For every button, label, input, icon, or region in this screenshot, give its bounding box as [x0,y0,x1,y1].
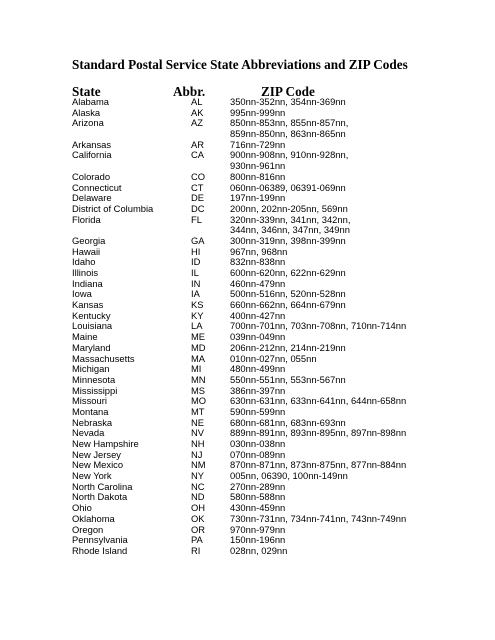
state-name-cell: District of Columbia [72,202,154,214]
state-abbreviation-cell: NE [191,416,205,428]
table-row [0,343,495,354]
zip-code-cell: 550nn-551nn, 553nn-567nn [230,373,346,385]
zip-code-cell: 070nn-089nn [230,448,286,460]
state-name-cell: North Dakota [72,491,128,503]
zip-code-cell: 300nn-319nn, 398nn-399nn [230,234,346,246]
state-abbreviation-cell: MS [191,384,206,396]
zip-code-cell: 900nn-908nn, 910nn-928nn, 930nn-961nn [230,149,349,172]
zip-code-cell: 870nn-871nn, 873nn-875nn, 877nn-884nn [230,459,407,471]
state-abbreviation-cell: CT [191,181,204,193]
zip-code-cell: 030nn-038nn [230,438,286,450]
state-name-cell: Maryland [72,341,111,353]
state-name-cell: Michigan [72,363,110,375]
state-abbreviation-cell: OR [191,523,206,535]
state-name-cell: Missouri [72,395,107,407]
state-abbreviation-cell: NV [191,427,205,439]
state-name-cell: Idaho [72,256,96,268]
zip-code-cell: 995nn-999nn [230,106,286,118]
state-name-cell: Illinois [72,267,99,279]
state-abbreviation-cell: RI [191,544,201,556]
state-name-cell: Maine [72,331,98,343]
state-name-cell: Oregon [72,523,104,535]
zip-code-cell: 005nn, 06390, 100nn-149nn [230,470,348,482]
state-name-cell: Arkansas [72,138,112,150]
state-abbreviation-cell: NJ [191,448,203,460]
state-table [0,97,495,557]
zip-code-cell: 200nn, 202nn-205nn, 569nn [230,202,348,214]
state-name-cell: Hawaii [72,245,101,257]
column-header-zip-code: ZIP Code [261,84,315,99]
zip-code-cell: 270nn-289nn [230,480,286,492]
state-abbreviation-cell: GA [191,234,205,246]
state-abbreviation-cell: DC [191,202,205,214]
state-name-cell: Massachusetts [72,352,135,364]
state-name-cell: New Mexico [72,459,124,471]
zip-code-cell: 680nn-681nn, 683nn-693nn [230,416,346,428]
state-name-cell: New Jersey [72,448,121,460]
state-abbreviation-cell: CO [191,170,206,182]
zip-code-cell: 630nn-631nn, 633nn-641nn, 644nn-658nn [230,395,407,407]
state-abbreviation-cell: MO [191,395,207,407]
zip-code-cell: 600nn-620nn, 622nn-629nn [230,267,346,279]
zip-code-cell: 580nn-588nn [230,491,286,503]
state-name-cell: Nevada [72,427,105,439]
zip-code-cell: 150nn-196nn [230,534,286,546]
state-abbreviation-cell: MI [191,363,202,375]
zip-code-cell: 350nn-352nn, 354nn-369nn [230,96,346,107]
state-abbreviation-cell: MT [191,405,205,417]
state-name-cell: Kentucky [72,309,111,321]
zip-code-cell: 850nn-853nn, 855nn-857nn, 859nn-850nn, 863nn-865nn [230,117,349,140]
state-abbreviation-cell: FL [191,213,202,225]
zip-code-cell: 590nn-599nn [230,405,286,417]
table-row [0,118,495,139]
zip-code-cell: 460nn-479nn [230,277,286,289]
zip-code-cell: 039nn-049nn [230,331,286,343]
state-abbreviation-cell: AL [191,96,203,107]
table-row [0,150,495,171]
zip-code-cell: 660nn-662nn, 664nn-679nn [230,299,346,311]
state-abbreviation-cell: PA [191,534,203,546]
state-abbreviation-cell: KS [191,299,204,311]
zip-code-cell: 430nn-459nn [230,502,286,514]
page-title: Standard Postal Service State Abbreviations and ZIP Codes [72,57,408,72]
state-name-cell: Alaska [72,106,101,118]
state-abbreviation-cell: ID [191,256,201,268]
state-abbreviation-cell: AK [191,106,204,118]
table-row [0,215,495,236]
state-name-cell: Nebraska [72,416,113,428]
state-abbreviation-cell: NY [191,470,205,482]
table-row [0,514,495,525]
zip-code-cell: 400nn-427nn [230,309,286,321]
state-abbreviation-cell: DE [191,192,205,204]
state-name-cell: Mississippi [72,384,118,396]
state-abbreviation-cell: HI [191,245,201,257]
zip-code-cell: 889nn-891nn, 893nn-895nn, 897nn-898nn [230,427,407,439]
state-abbreviation-cell: OH [191,502,206,514]
table-row [0,375,495,386]
state-name-cell: Delaware [72,192,112,204]
state-name-cell: Arizona [72,117,104,129]
zip-code-cell: 730nn-731nn, 734nn-741nn, 743nn-749nn [230,512,407,524]
state-name-cell: Louisiana [72,320,113,332]
state-abbreviation-cell: LA [191,320,203,332]
state-name-cell: Rhode Island [72,544,128,556]
state-name-cell: North Carolina [72,480,133,492]
zip-code-cell: 206nn-212nn, 214nn-219nn [230,341,346,353]
column-header-state: State [72,84,101,99]
state-abbreviation-cell: NH [191,438,205,450]
state-abbreviation-cell: ME [191,331,206,343]
state-name-cell: New Hampshire [72,438,139,450]
state-name-cell: Georgia [72,234,106,246]
zip-code-cell: 967nn, 968nn [230,245,288,257]
zip-code-cell: 028nn, 029nn [230,544,288,556]
state-name-cell: Pennsylvania [72,534,128,546]
state-name-cell: Iowa [72,288,92,300]
column-header-abbr: Abbr. [173,84,206,99]
state-name-cell: Montana [72,405,109,417]
state-name-cell: Kansas [72,299,104,311]
state-abbreviation-cell: OK [191,512,205,524]
state-name-cell: Oklahoma [72,512,115,524]
state-name-cell: New York [72,470,112,482]
state-name-cell: Alabama [72,96,110,107]
zip-code-cell: 197nn-199nn [230,192,286,204]
state-name-cell: Colorado [72,170,111,182]
zip-code-cell: 832nn-838nn [230,256,286,268]
zip-code-cell: 500nn-516nn, 520nn-528nn [230,288,346,300]
state-abbreviation-cell: IA [191,288,200,300]
state-abbreviation-cell: KY [191,309,204,321]
zip-code-cell: 480nn-499nn [230,363,286,375]
state-name-cell: Indiana [72,277,103,289]
state-abbreviation-cell: IL [191,267,199,279]
state-abbreviation-cell: NM [191,459,206,471]
state-abbreviation-cell: ND [191,491,205,503]
zip-code-cell: 386nn-397nn [230,384,286,396]
state-name-cell: Connecticut [72,181,122,193]
table-row [0,204,495,215]
table-row [0,172,495,183]
zip-code-cell: 060nn-06389, 06391-069nn [230,181,346,193]
state-abbreviation-cell: MD [191,341,206,353]
state-abbreviation-cell: MA [191,352,206,364]
table-row [0,546,495,557]
zip-code-cell: 716nn-729nn [230,138,286,150]
zip-code-cell: 320nn-339nn, 341nn, 342nn, 344nn, 346nn, 347nn, 349nn [230,213,351,236]
zip-code-cell: 800nn-816nn [230,170,286,182]
zip-code-cell: 700nn-701nn, 703nn-708nn, 710nn-714nn [230,320,407,332]
state-name-cell: Florida [72,213,101,225]
state-abbreviation-cell: IN [191,277,201,289]
state-abbreviation-cell: AR [191,138,205,150]
state-abbreviation-cell: AZ [191,117,203,129]
zip-code-cell: 970nn-979nn [230,523,286,535]
state-abbreviation-cell: CA [191,149,205,161]
state-name-cell: Ohio [72,502,92,514]
state-abbreviation-cell: NC [191,480,205,492]
state-abbreviation-cell: MN [191,373,206,385]
state-name-cell: Minnesota [72,373,116,385]
zip-code-cell: 010nn-027nn, 055nn [230,352,317,364]
state-name-cell: California [72,149,112,161]
